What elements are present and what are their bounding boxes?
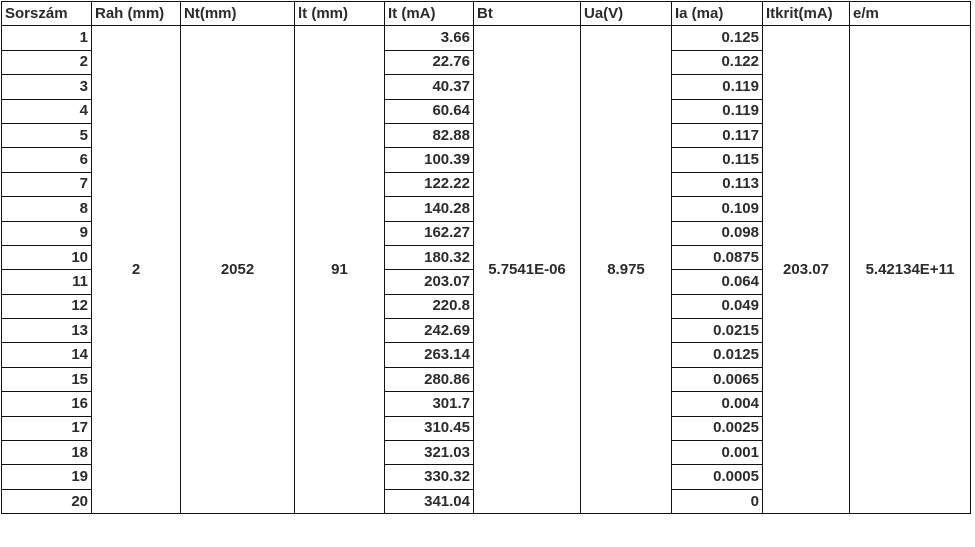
cell-it: 40.37: [385, 75, 474, 99]
cell-ia: 0.098: [672, 221, 763, 245]
header-em: e/m: [850, 2, 971, 26]
cell-ia: 0.117: [672, 123, 763, 147]
cell-it: 263.14: [385, 343, 474, 367]
cell-sorszam: 8: [2, 197, 92, 221]
cell-ia: 0.0005: [672, 465, 763, 489]
cell-sorszam: 19: [2, 465, 92, 489]
header-ua: Ua(V): [581, 2, 672, 26]
cell-sorszam: 4: [2, 99, 92, 123]
cell-sorszam: 10: [2, 245, 92, 269]
cell-it: 321.03: [385, 441, 474, 465]
cell-sorszam: 3: [2, 75, 92, 99]
cell-sorszam: 15: [2, 367, 92, 391]
cell-ia: 0.119: [672, 99, 763, 123]
cell-ia: 0.109: [672, 197, 763, 221]
cell-sorszam: 6: [2, 148, 92, 172]
header-lt: lt (mm): [295, 2, 385, 26]
header-nt: Nt(mm): [181, 2, 295, 26]
cell-it: 22.76: [385, 50, 474, 74]
cell-it: 162.27: [385, 221, 474, 245]
cell-sorszam: 17: [2, 416, 92, 440]
cell-sorszam: 5: [2, 123, 92, 147]
cell-it: 180.32: [385, 245, 474, 269]
cell-ia: 0.0125: [672, 343, 763, 367]
cell-it: 140.28: [385, 197, 474, 221]
cell-it: 242.69: [385, 319, 474, 343]
header-ia: Ia (ma): [672, 2, 763, 26]
cell-sorszam: 1: [2, 26, 92, 50]
cell-sorszam: 9: [2, 221, 92, 245]
cell-ia: 0.064: [672, 270, 763, 294]
cell-it: 122.22: [385, 172, 474, 196]
header-it: It (mA): [385, 2, 474, 26]
cell-ia: 0.115: [672, 148, 763, 172]
measurement-table: [1, 1, 971, 514]
cell-ua: 8.975: [581, 26, 672, 514]
cell-sorszam: 14: [2, 343, 92, 367]
cell-it: 82.88: [385, 123, 474, 147]
header-bt: Bt: [474, 2, 581, 26]
cell-sorszam: 12: [2, 294, 92, 318]
cell-ia: 0.113: [672, 172, 763, 196]
cell-sorszam: 7: [2, 172, 92, 196]
cell-it: 203.07: [385, 270, 474, 294]
cell-it: 330.32: [385, 465, 474, 489]
cell-sorszam: 20: [2, 489, 92, 513]
cell-ia: 0.049: [672, 294, 763, 318]
cell-it: 100.39: [385, 148, 474, 172]
cell-sorszam: 2: [2, 50, 92, 74]
cell-ia: 0.001: [672, 441, 763, 465]
cell-sorszam: 11: [2, 270, 92, 294]
cell-bt: 5.7541E-06: [474, 26, 581, 514]
cell-ia: 0.122: [672, 50, 763, 74]
cell-it: 341.04: [385, 489, 474, 513]
cell-lt: 91: [295, 26, 385, 514]
cell-sorszam: 13: [2, 319, 92, 343]
cell-it: 301.7: [385, 392, 474, 416]
table-row: [2, 26, 971, 50]
cell-ia: 0.0875: [672, 245, 763, 269]
cell-ia: 0.0025: [672, 416, 763, 440]
cell-ia: 0.004: [672, 392, 763, 416]
cell-ia: 0.125: [672, 26, 763, 50]
cell-it: 310.45: [385, 416, 474, 440]
cell-it: 280.86: [385, 367, 474, 391]
header-sorszam: Sorszám: [2, 2, 92, 26]
table-body: [2, 26, 971, 514]
cell-nt: 2052: [181, 26, 295, 514]
header-rah: Rah (mm): [92, 2, 181, 26]
header-itkrit: Itkrit(mA): [763, 2, 850, 26]
cell-sorszam: 16: [2, 392, 92, 416]
cell-sorszam: 18: [2, 441, 92, 465]
cell-it: 3.66: [385, 26, 474, 50]
cell-em: 5.42134E+11: [850, 26, 971, 514]
cell-ia: 0.0065: [672, 367, 763, 391]
header-row: [2, 2, 971, 26]
cell-it: 220.8: [385, 294, 474, 318]
cell-rah: 2: [92, 26, 181, 514]
cell-itkrit: 203.07: [763, 26, 850, 514]
cell-ia: 0: [672, 489, 763, 513]
cell-it: 60.64: [385, 99, 474, 123]
cell-ia: 0.119: [672, 75, 763, 99]
cell-ia: 0.0215: [672, 319, 763, 343]
